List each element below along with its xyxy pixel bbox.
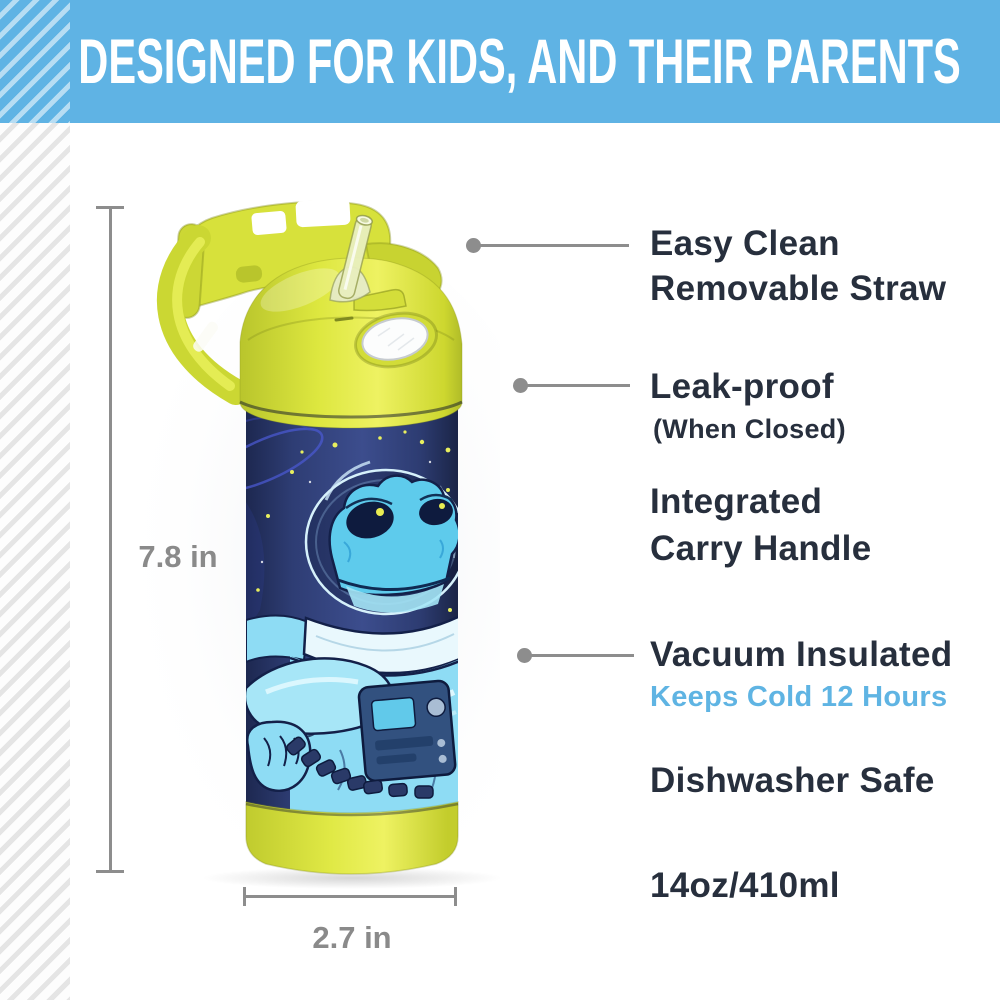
leader-line-leakproof (520, 384, 630, 387)
height-dimension-line (109, 207, 112, 872)
bottle-base (246, 802, 458, 874)
left-stripe-pattern (0, 123, 70, 1000)
height-dimension-cap-bottom (96, 870, 124, 873)
callout-handle-line2: Carry Handle (650, 529, 872, 568)
chest-pack (358, 680, 456, 781)
callout-easy-clean-line2: Removable Straw (650, 269, 947, 308)
height-dimension-label: 7.8 in (138, 539, 218, 574)
header-title: DESIGNED FOR KIDS, AND THEIR PARENTS (78, 26, 962, 97)
width-dimension-cap-right (454, 887, 457, 906)
width-dimension-line (243, 895, 457, 898)
callout-dishwasher: Dishwasher Safe (650, 761, 935, 800)
width-dimension-cap-left (243, 887, 246, 906)
frog-head (330, 476, 460, 595)
leader-line-straw (473, 244, 629, 247)
header-stripe-pattern (0, 0, 70, 123)
width-dimension-label: 2.7 in (312, 920, 392, 955)
leader-line-vacuum (524, 654, 634, 657)
callout-capacity: 14oz/410ml (650, 866, 840, 905)
callout-easy-clean-line1: Easy Clean (650, 224, 840, 263)
height-dimension-cap-top (96, 206, 124, 209)
callout-vacuum-title: Vacuum Insulated (650, 635, 953, 674)
callout-leakproof-subtitle: (When Closed) (653, 414, 846, 444)
callout-vacuum-subtitle: Keeps Cold 12 Hours (650, 681, 948, 713)
header-banner (0, 0, 1000, 123)
callout-handle-line1: Integrated (650, 482, 823, 521)
callout-leakproof-title: Leak-proof (650, 367, 834, 406)
frog-fist (247, 722, 310, 791)
